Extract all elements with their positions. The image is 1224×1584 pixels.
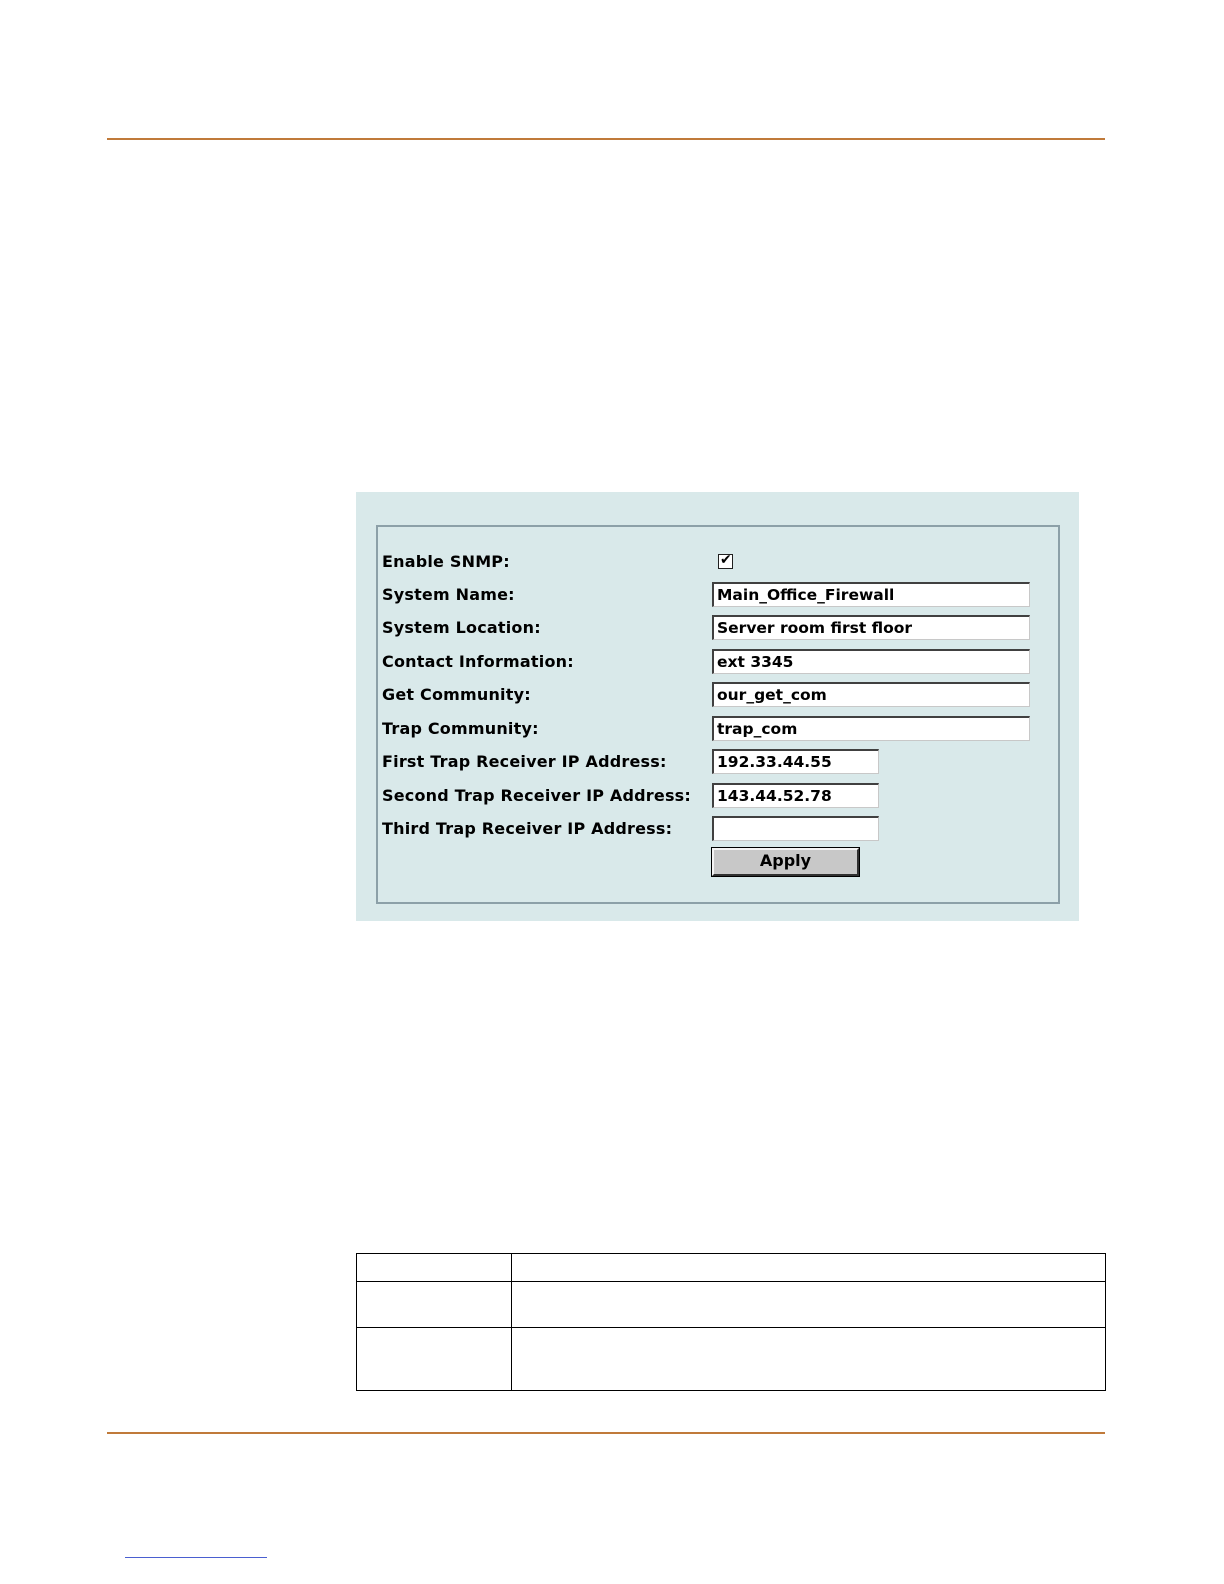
trap-community-input[interactable]: trap_com [712, 716, 1030, 741]
header-rule [107, 138, 1105, 140]
row-trap-community [382, 716, 1042, 742]
table-cell [512, 1328, 1106, 1391]
row-third-trap-receiver [382, 816, 1042, 842]
table-cell [512, 1282, 1106, 1328]
row-system-location [382, 615, 1042, 641]
snmp-settings-screenshot [356, 492, 1079, 921]
row-second-trap-receiver [382, 783, 1042, 809]
table-row [357, 1254, 1106, 1282]
footer-link-underline[interactable] [125, 1557, 267, 1558]
get-community-input[interactable]: our_get_com [712, 682, 1030, 707]
checkmark-icon: ✔ [720, 552, 732, 568]
system-name-label: System Name: [382, 585, 515, 604]
contact-information-input[interactable]: ext 3345 [712, 649, 1030, 674]
apply-button[interactable]: Apply [712, 848, 859, 876]
enable-snmp-checkbox[interactable] [718, 554, 733, 569]
system-name-input[interactable]: Main_Office_Firewall [712, 582, 1030, 607]
second-trap-receiver-input[interactable]: 143.44.52.78 [712, 783, 879, 808]
table-row [357, 1282, 1106, 1328]
second-trap-receiver-label: Second Trap Receiver IP Address: [382, 786, 691, 805]
row-get-community [382, 682, 1042, 708]
first-trap-receiver-input[interactable]: 192.33.44.55 [712, 749, 879, 774]
table-cell [357, 1254, 512, 1282]
get-community-label: Get Community: [382, 685, 531, 704]
row-first-trap-receiver [382, 749, 1042, 775]
table-row [357, 1328, 1106, 1391]
table-cell [357, 1282, 512, 1328]
row-enable-snmp [382, 549, 1042, 575]
row-system-name [382, 582, 1042, 608]
first-trap-receiver-label: First Trap Receiver IP Address: [382, 752, 667, 771]
third-trap-receiver-input[interactable] [712, 816, 879, 841]
system-location-label: System Location: [382, 618, 541, 637]
row-contact-information [382, 649, 1042, 675]
enable-snmp-label: Enable SNMP: [382, 552, 510, 571]
contact-information-label: Contact Information: [382, 652, 574, 671]
description-table [356, 1253, 1106, 1391]
trap-community-label: Trap Community: [382, 719, 539, 738]
footer-rule [107, 1432, 1105, 1434]
system-location-input[interactable]: Server room first floor [712, 615, 1030, 640]
table-cell [512, 1254, 1106, 1282]
table-cell [357, 1328, 512, 1391]
third-trap-receiver-label: Third Trap Receiver IP Address: [382, 819, 673, 838]
